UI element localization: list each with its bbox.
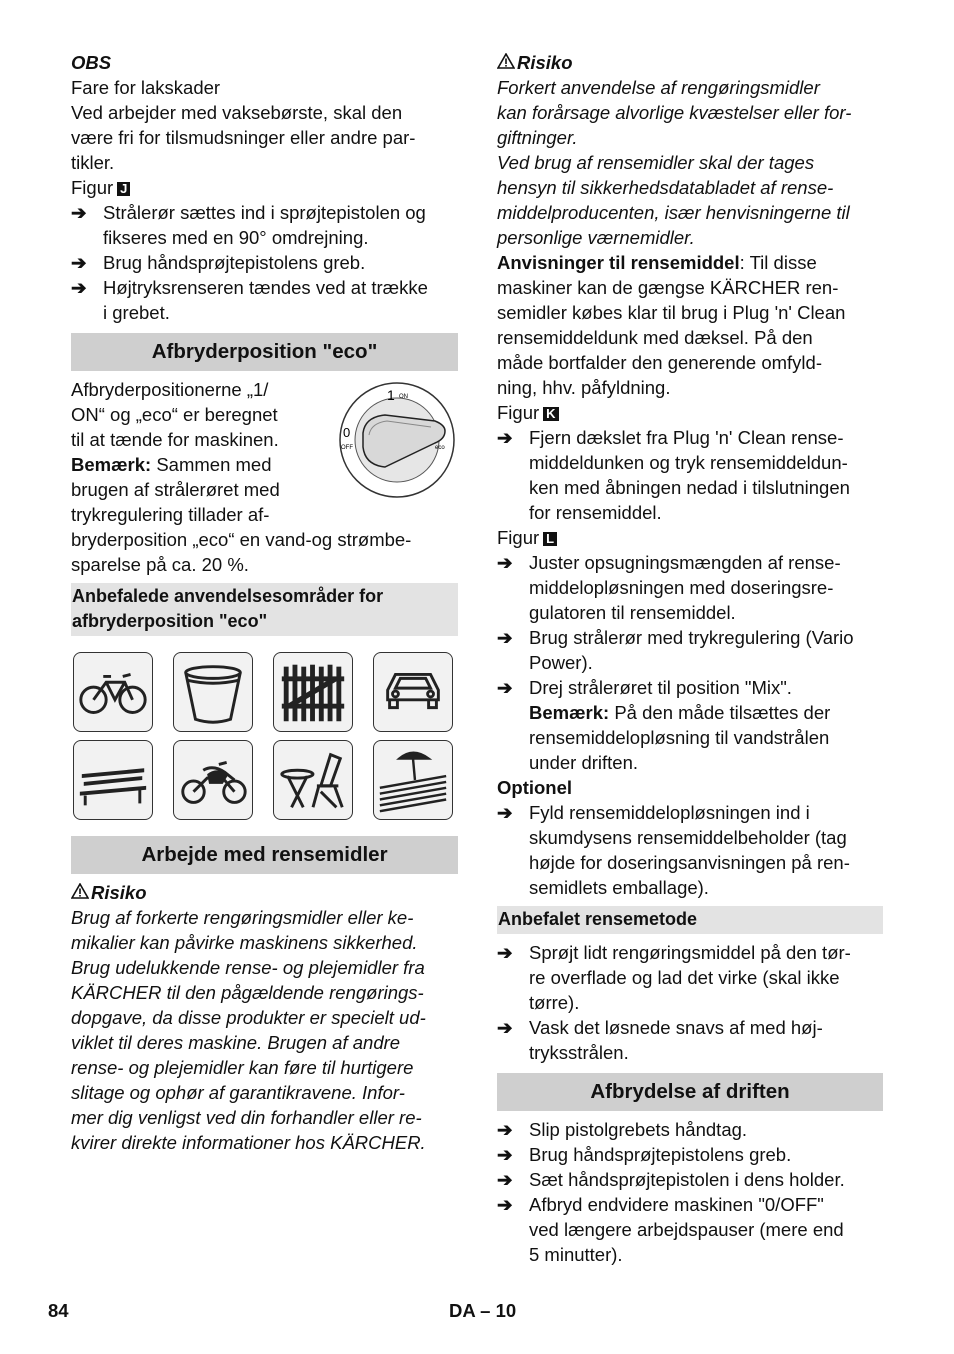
warning-icon [497,50,517,75]
bullet-text-line: Vask det løsnede snavs af med høj- [529,1017,823,1038]
left-risk-title: Risiko [71,880,458,905]
bullet-text-line: middelopløsningen med doseringsre- [529,577,834,598]
bullet-item [497,800,883,900]
left-column [71,50,458,1155]
text-line: mikalier kan påvirke maskinens sikkerhed. [71,932,418,953]
arrow-icon: ➔ [71,277,87,298]
arrow-icon: ➔ [497,1017,513,1038]
text-line: semidler købes klar til brug i Plug 'n' Clean [497,302,846,323]
text-line: måde bortfalder den generende omfyld- [497,352,822,373]
bullet-text-line: Brug håndsprøjtepistolens greb. [103,252,366,273]
obs-text [71,75,458,175]
bullet-text-line: tryksstrålen. [529,1042,629,1063]
bullet-text-line: Fyld rensemiddelopløsningen ind i [529,802,810,823]
stop-heading: Afbrydelse af driften [497,1073,883,1111]
text-line: rensemiddeldunk med dæksel. På den [497,327,813,348]
arrow-icon: ➔ [497,552,513,573]
figure-letter-k: K [543,407,558,421]
bullet-item [497,1015,883,1065]
bullet-text-line: for rensemiddel. [529,502,662,523]
text-line: KÄRCHER til den pågældende rengørings- [71,982,424,1003]
arrow-icon: ➔ [497,677,513,698]
bullet-text-line: gulatoren til rensemiddel. [529,602,736,623]
detergent-heading: Arbejde med rensemidler [71,836,458,874]
figure-ref-j: Figur J [71,175,458,200]
car-icon [373,652,453,732]
bullet-text-line: Brug strålerør med trykregulering (Vario [529,627,854,648]
recommended-areas-heading [71,583,458,636]
dial-label-one: 1 [387,387,395,403]
left-risk-text [71,905,458,1155]
eco-note-full [71,527,458,577]
text-line: Forkert anvendelse af rengøringsmidler [497,77,820,98]
text-line: kan forårsage alvorlige kvæstelser eller for- [497,102,852,123]
text-line: rensemiddelopløsning til vandstrålen [529,727,830,748]
bullet-item [497,1142,883,1167]
dial-label-zero: 0 [343,425,351,440]
flower-pot-icon [173,652,253,732]
bullet-item [497,1192,883,1267]
bullet-text-line: re overflade og lad det virke (skal ikke [529,967,840,988]
figure-letter-l: L [543,532,557,546]
text-line: kvirer direkte informationer hos KÄRCHER. [71,1132,426,1153]
bullet-text-line: Power). [529,652,593,673]
bullet-text-line: ken med åbningen nedad i tilslutningen [529,477,850,498]
text-line: sparelse på ca. 20 %. [71,554,249,575]
bullet-item [71,275,458,325]
text-line: Afbryderpositionerne „1/ [71,379,269,400]
anvisninger-text [497,275,883,400]
figure-ref-k: Figur K [497,400,883,425]
text-line: hensyn til sikkerhedsdatabladet af rense- [497,177,834,198]
bullet-item [497,425,883,525]
bullet-text-line: ved længere arbejdspauser (mere end [529,1219,844,1240]
terrace-icon [373,740,453,820]
arrow-icon: ➔ [497,627,513,648]
right-column [497,50,883,1267]
text-line: Ved arbejder med vaksebørste, skal den [71,102,403,123]
text-line: viklet til deres maskine. Brugen af andre [71,1032,401,1053]
bullet-item [497,625,883,675]
text-line: være fri for tilsmudsninger eller andre par- [71,127,416,148]
arrow-icon: ➔ [497,1119,513,1140]
bullet-list-k [497,425,883,525]
dial-label-off: OFF [341,445,353,451]
text-line: mer dig venligst ved din forhandler eller re- [71,1107,422,1128]
bullet-text-line: Strålerør sættes ind i sprøjtepistolen og [103,202,426,223]
arrow-icon: ➔ [71,202,87,223]
text-line: dopgave, da disse produkter er specielt ud- [71,1007,426,1028]
bicycle-icon [73,652,153,732]
section-label: DA – 10 [449,1300,517,1321]
bullet-text-line: semidlets emballage). [529,877,709,898]
obs-title: OBS [71,52,112,73]
bullet-item [497,550,883,625]
mix-note: Bemærk: På den måde tilsættes der rensemiddelopløsning til vandstrålen under driften. [497,700,883,775]
arrow-icon: ➔ [497,427,513,448]
bullet-list-start [71,200,458,325]
fence-icon [273,652,353,732]
bullet-item [497,1117,883,1142]
bullet-list-optional [497,800,883,900]
eco-heading: Afbryderposition "eco" [71,333,458,371]
text-line: slitage og ophør af garantikravene. Infor- [71,1082,405,1103]
bullet-text-line: Sæt håndsprøjtepistolen i dens holder. [529,1169,845,1190]
bullet-text-line: fikseres med en 90° omdrejning. [103,227,369,248]
arrow-icon: ➔ [497,802,513,823]
motorcycle-icon [173,740,253,820]
eco-section [71,377,458,577]
arrow-icon: ➔ [497,942,513,963]
text-line: personlige værnemidler. [497,227,695,248]
bullet-text-line: Brug håndsprøjtepistolens greb. [529,1144,792,1165]
text-line: rense- og plejemidler kan føre til hurtigere [71,1057,414,1078]
garden-furniture-icon [273,740,353,820]
eco-note-line: Bemærk: Sammen med [71,454,272,475]
text-line: ning, hhv. påfyldning. [497,377,671,398]
application-icons [73,652,458,820]
text-line: Brug udelukkende rense- og plejemidler fra [71,957,425,978]
right-risk-text [497,75,883,250]
warning-icon [71,880,91,905]
bullet-text-line: Drej strålerøret til position "Mix". [529,677,792,698]
bullet-text-line: Slip pistolgrebets håndtag. [529,1119,748,1140]
bullet-item [497,1167,883,1192]
text-line: Brug af forkerte rengøringsmidler eller ke- [71,907,414,928]
text-line: til at tænde for maskinen. [71,429,279,450]
figure-letter-j: J [117,182,130,196]
eco-switch-dial [335,381,459,505]
text-line: Ved brug af rensemidler skal der tages [497,152,815,173]
bullet-text-line: skumdysens rensemiddelbeholder (tag [529,827,847,848]
text-line: under driften. [529,752,639,773]
bullet-text-line: tørre). [529,992,580,1013]
method-heading: Anbefalet rensemetode [497,906,883,934]
arrow-icon: ➔ [497,1169,513,1190]
bullet-list-method [497,940,883,1065]
text-line: trykregulering tillader af- [71,504,270,525]
text-line: Anbefalede anvendelsesområder for [72,586,384,606]
bench-icon [73,740,153,820]
text-line: giftninger. [497,127,578,148]
optional-label: Optionel [497,777,573,798]
anvisninger-line: Anvisninger til rensemiddel: Til disse [497,252,817,273]
text-line: afbryderposition "eco" [72,611,268,631]
bullet-text-line: 5 minutter). [529,1244,623,1265]
page-number: 84 [48,1300,69,1321]
bullet-text-line: Sprøjt lidt rengøringsmiddel på den tør- [529,942,851,963]
bullet-text-line: Fjern dækslet fra Plug 'n' Clean rense- [529,427,844,448]
bullet-list-stop [497,1117,883,1267]
text-line: ON“ og „eco“ er beregnet [71,404,278,425]
text-line: tikler. [71,152,115,173]
bullet-item [497,675,883,700]
bullet-text-line: middeldunken og tryk rensemiddeldun- [529,452,848,473]
bullet-list-l [497,550,883,700]
bullet-item [71,250,458,275]
arrow-icon: ➔ [497,1144,513,1165]
bullet-item [71,200,458,250]
text-line: Fare for lakskader [71,77,221,98]
arrow-icon: ➔ [497,1194,513,1215]
bullet-text-line: Afbryd endvidere maskinen "0/OFF" [529,1194,824,1215]
bullet-text-line: Højtryksrenseren tændes ved at trække [103,277,428,298]
dial-label-on: ON [399,394,408,400]
right-risk-title: Risiko [497,50,883,75]
text-line: middelproducenten, især henvisningerne til [497,202,850,223]
dial-label-eco: eco [435,445,445,451]
text-line: bryderposition „eco“ en vand-og strømbe- [71,529,412,550]
text-line: maskiner kan de gængse KÄRCHER ren- [497,277,839,298]
bullet-text-line: Juster opsugningsmængden af rense- [529,552,841,573]
bullet-text-line: højde for doseringsanvisningen på ren- [529,852,850,873]
figure-ref-l: Figur L [497,525,883,550]
arrow-icon: ➔ [71,252,87,273]
bullet-text-line: i grebet. [103,302,170,323]
text-line: brugen af strålerøret med [71,479,280,500]
bullet-item [497,940,883,1015]
